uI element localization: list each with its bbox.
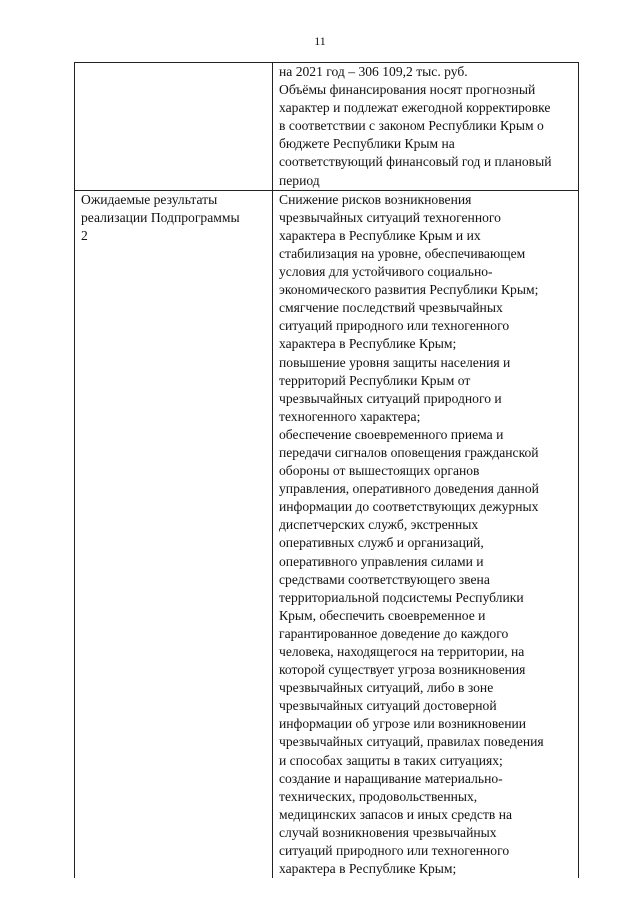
expected-results-text-line: ситуаций природного или техногенного <box>279 318 510 334</box>
expected-results-text-line: смягчение последствий чрезвычайных <box>279 300 503 316</box>
table-row-expected-results <box>75 190 579 878</box>
financing-text-line: бюджете Республики Крым на <box>279 136 455 152</box>
expected-results-text-line: информации об угрозе или возникновении <box>279 716 527 732</box>
expected-results-text-line: управления, оперативного доведения данной <box>279 481 539 497</box>
financing-text-cell <box>273 63 579 191</box>
expected-results-text-line: характера в Республике Крым; <box>279 336 457 352</box>
expected-results-text-line: чрезвычайных ситуаций, либо в зоне <box>279 680 494 696</box>
financing-text-line: период <box>279 172 320 188</box>
expected-results-text-line: случай возникновения чрезвычайных <box>279 824 497 840</box>
expected-results-text-line: ситуаций природного или техногенного <box>279 843 510 859</box>
expected-results-text-line: территориальной подсистемы Республики <box>279 589 524 605</box>
financing-text-line: Объёмы финансирования носят прогнозный <box>279 82 536 98</box>
expected-results-text-line: информации до соответствующих дежурных <box>279 499 539 515</box>
expected-results-text-line: Крым, обеспечить своевременное и <box>279 607 486 623</box>
expected-results-text-line: обеспечение своевременного приема и <box>279 426 504 442</box>
expected-results-text-line: диспетчерских служб, экстренных <box>279 517 479 533</box>
table-row-financing <box>75 63 579 191</box>
expected-results-text-line: характера в Республике Крым; <box>279 861 457 877</box>
expected-results-text-line: медицинских запасов и иных средств на <box>279 806 513 822</box>
expected-results-label <box>81 191 268 245</box>
expected-results-text-line: которой существует угроза возникновения <box>279 662 526 678</box>
expected-results-text-line: условия для устойчивого социально- <box>279 264 493 280</box>
expected-results-text-line: и способах защиты в таких ситуациях; <box>279 752 503 768</box>
financing-text-line: на 2021 год – 306 109,2 тыс. руб. <box>279 64 468 79</box>
expected-results-text-line: создание и наращивание материально- <box>279 770 503 786</box>
financing-text-line: соответствующий финансовый год и плановый <box>279 154 552 170</box>
expected-results-text-line: чрезвычайных ситуаций техногенного <box>279 209 501 225</box>
expected-results-text-line: чрезвычайных ситуаций, правилах поведения <box>279 734 544 750</box>
expected-results-text-line: оперативного управления силами и <box>279 553 484 569</box>
expected-results-text-line: средствами соответствующего звена <box>279 571 490 587</box>
program-passport-table <box>74 62 579 878</box>
expected-results-text <box>279 191 574 879</box>
financing-text-line: характер и подлежат ежегодной корректировке <box>279 100 551 116</box>
expected-results-text-cell <box>273 190 579 878</box>
expected-results-text-line: технических, продовольственных, <box>279 788 478 804</box>
expected-results-text-line: оперативных служб и организаций, <box>279 535 484 551</box>
expected-results-text-line: обороны от вышестоящих органов <box>279 463 480 479</box>
expected-results-text-line: экономического развития Республики Крым; <box>279 282 539 298</box>
financing-label-cell <box>75 63 273 191</box>
expected-results-text-line: территорий Республики Крым от <box>279 372 471 388</box>
expected-results-text-line: техногенного характера; <box>279 408 421 424</box>
expected-results-text-line: человека, находящегося на территории, на <box>279 644 525 659</box>
expected-results-text-line: Снижение рисков возникновения <box>279 191 472 207</box>
expected-results-text-line: чрезвычайных ситуаций достоверной <box>279 698 497 714</box>
expected-results-text-line: характера в Республике Крым и их <box>279 227 481 243</box>
expected-results-label-cell <box>75 190 273 878</box>
financing-text-line: в соответствии с законом Республики Крым о <box>279 118 544 134</box>
expected-results-text-line: стабилизация на уровне, обеспечивающем <box>279 245 526 261</box>
page-number: 11 <box>314 34 326 48</box>
expected-results-text-line: гарантированное доведение до каждого <box>279 625 509 641</box>
expected-results-label-line: 2 <box>81 227 88 243</box>
expected-results-text-line: чрезвычайных ситуаций природного и <box>279 390 502 406</box>
expected-results-label-line: Ожидаемые результаты <box>81 191 218 207</box>
financing-text <box>279 63 574 190</box>
expected-results-text-line: повышение уровня защиты населения и <box>279 354 511 370</box>
expected-results-label-line: реализации Подпрограммы <box>81 209 240 225</box>
expected-results-text-line: передачи сигналов оповещения гражданской <box>279 444 539 460</box>
